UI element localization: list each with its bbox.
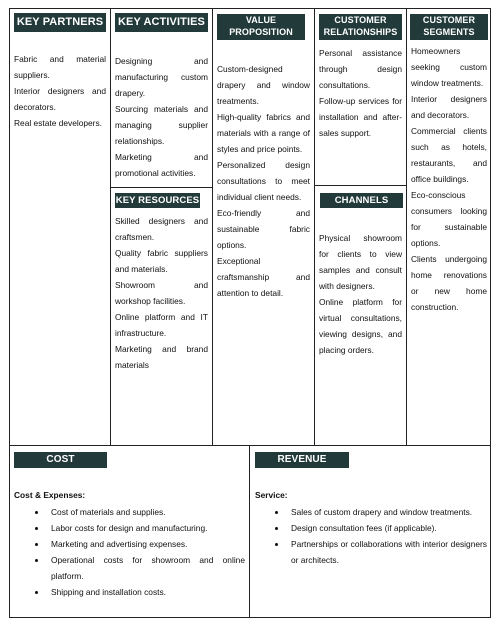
channels-header [320, 193, 403, 208]
channels-title: CHANNELS [334, 195, 389, 206]
revenue-list-wrap [254, 500, 487, 568]
key-resources-list [115, 213, 208, 373]
list-item: Online platform for virtual consultations, viewing designs, and placing orders. [319, 297, 402, 355]
list-item: Exceptional craftsmanship and attention to detail. [217, 256, 310, 298]
list-item: Eco-conscious consumers looking for sustainable options. [411, 190, 487, 248]
divider [314, 9, 315, 445]
cost-structure-list [14, 504, 245, 600]
list-item: Online platform and IT infrastructure. [115, 312, 208, 338]
list-item: • Marketing and advertising expenses. [47, 536, 245, 552]
list-item: Skilled designers and craftsmen. [115, 216, 208, 242]
value-proposition-title-line1: VALUE [245, 15, 277, 25]
key-partners-title: KEY PARTNERS [16, 16, 104, 28]
customer-relationships-header [319, 14, 402, 40]
customer-relationships-list [319, 45, 402, 141]
list-item: Physical showroom for clients to view samples and consult with designers. [319, 233, 402, 291]
list-item: Real estate developers. [14, 118, 102, 128]
divider [406, 9, 407, 445]
list-item: • Cost of materials and supplies. [47, 504, 245, 520]
divider [249, 445, 250, 618]
divider [110, 187, 212, 188]
key-resources-header [115, 193, 200, 208]
list-item: Eco-friendly and sustainable fabric options. [217, 208, 310, 250]
list-item: • Operational costs for showroom and online platform. [47, 552, 245, 584]
customer-relationships-title-line1: CUSTOMER [334, 15, 387, 25]
divider [314, 185, 406, 186]
list-item: Custom-designed drapery and window treatments. [217, 64, 310, 106]
cost-structure-header [14, 452, 107, 481]
key-partners-header [14, 13, 106, 32]
list-item: Personal assistance through design consultations. [319, 48, 402, 90]
revenue-title: REVENUE [277, 454, 327, 465]
list-item: Personalized design consultations to meet individual client needs. [217, 160, 310, 202]
list-item: Clients undergoing home renovations or new home construction. [411, 254, 487, 312]
cost-structure-subtitle: Cost & Expenses: [14, 490, 86, 500]
divider [10, 445, 490, 446]
customer-segments-list [411, 43, 487, 315]
list-item: Sourcing materials and managing supplier relationships. [115, 104, 208, 146]
key-activities-list [115, 53, 208, 181]
list-item: Homeowners seeking custom window treatments. [411, 46, 487, 88]
key-resources-title: KEY RESOURCES [115, 195, 200, 206]
list-item: Follow-up services for installation and after-sales support. [319, 96, 402, 138]
list-item: Commercial clients such as hotels, restaurants, and office buildings. [411, 126, 487, 184]
customer-relationships-title-line2: RELATIONSHIPS [323, 26, 398, 37]
divider [110, 9, 111, 445]
list-item: Interior designers and decorators. [14, 86, 106, 112]
list-item: Marketing and promotional activities. [115, 152, 208, 178]
channels-list [319, 230, 402, 358]
list-item: High-quality fabrics and materials with a range of styles and price points. [217, 112, 310, 154]
value-proposition-title-line2: PROPOSITION [229, 26, 293, 37]
key-activities-title: KEY ACTIVITIES [118, 16, 205, 28]
revenue-list [254, 504, 487, 568]
business-model-canvas [9, 8, 491, 618]
list-item: • Shipping and installation costs. [47, 584, 245, 600]
list-item: • Sales of custom drapery and window treatments. [287, 504, 487, 520]
cost-structure-title: COST STRUCTURE [29, 454, 92, 481]
list-item: • Labor costs for design and manufacturing. [47, 520, 245, 536]
revenue-header [255, 452, 349, 468]
list-item: Showroom and workshop facilities. [115, 280, 208, 306]
value-proposition-header [217, 14, 305, 40]
list-item: Quality fabric suppliers and materials. [115, 248, 208, 274]
divider [212, 9, 213, 445]
customer-segments-title-line2: SEGMENTS [423, 26, 475, 37]
customer-segments-title-line1: CUSTOMER [422, 15, 476, 25]
customer-segments-header [410, 14, 488, 40]
list-item: • Design consultation fees (if applicable). [287, 520, 487, 536]
list-item: Fabric and material suppliers. [14, 54, 106, 80]
key-partners-list [14, 51, 106, 131]
revenue-subtitle: Service: [255, 490, 288, 500]
cost-structure-list-wrap [14, 500, 245, 600]
list-item: Marketing and brand materials [115, 344, 208, 370]
value-proposition-list [217, 61, 310, 301]
list-item: Designing and manufacturing custom drapery. [115, 56, 208, 98]
list-item: • Partnerships or collaborations with interior designers or architects. [287, 536, 487, 568]
key-activities-header [115, 13, 208, 32]
list-item: Interior designers and decorators. [411, 94, 487, 120]
